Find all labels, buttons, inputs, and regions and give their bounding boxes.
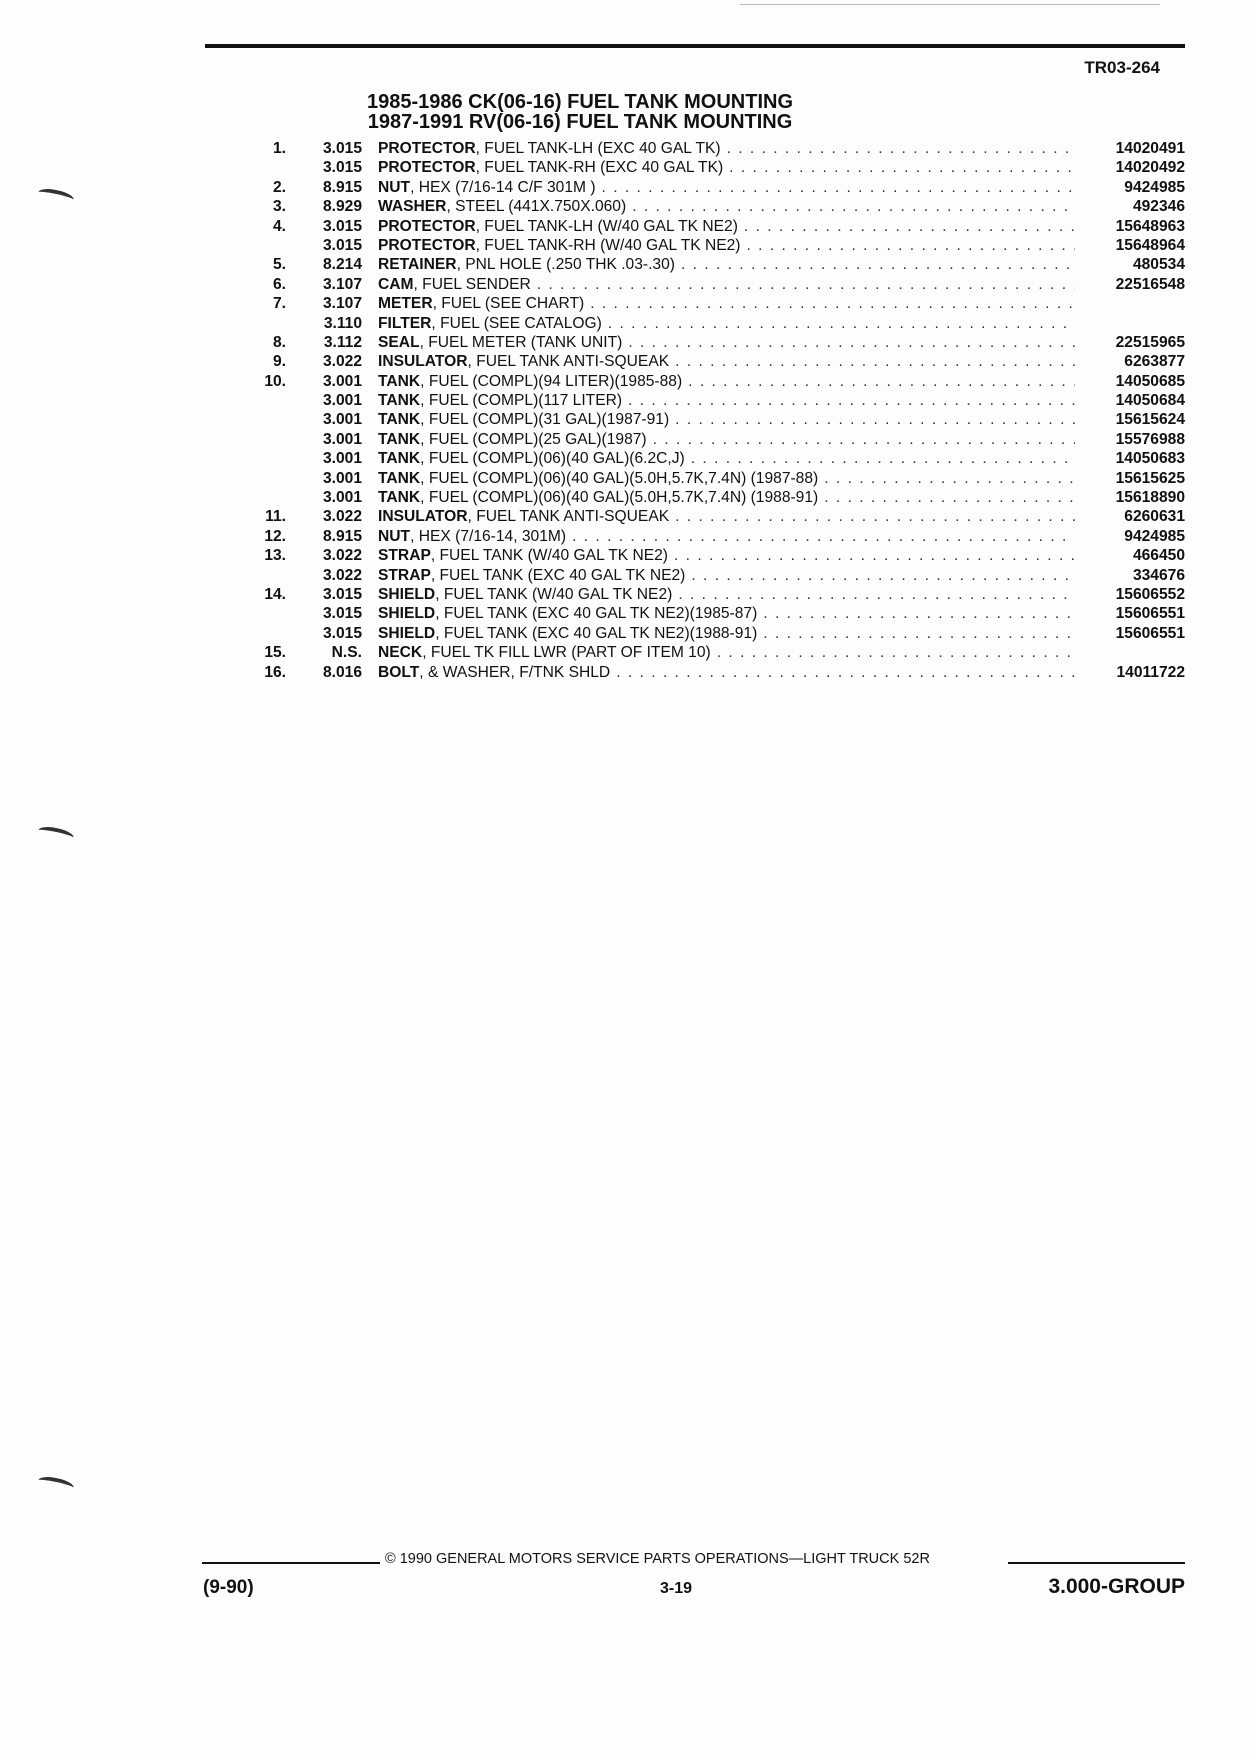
item-number: 6. [272, 275, 286, 293]
revision-date: (9-90) [203, 1577, 254, 1598]
part-detail: , FUEL TANK ANTI-SQUEAK [467, 353, 670, 371]
item-number [200, 314, 286, 333]
part-detail: , FUEL (COMPL)(06)(40 GAL)(5.0H,5.7K,7.4N) (1987-88) [420, 469, 819, 487]
part-number [1075, 294, 1185, 313]
part-number: 14050683 [1115, 450, 1185, 468]
part-description [378, 507, 1075, 526]
group-number: 3.001 [322, 430, 362, 448]
title-line-1: 1985-1986 CK(06-16) FUEL TANK MOUNTING [366, 91, 794, 113]
dot-leader [632, 197, 1075, 216]
part-description [378, 449, 1075, 468]
part-description [378, 469, 1075, 488]
part-noun: CAM [378, 275, 414, 293]
parts-row [200, 604, 1185, 623]
part-description [378, 236, 1075, 255]
part-description [378, 488, 1075, 507]
part-detail: , FUEL TANK-RH (W/40 GAL TK NE2) [475, 236, 741, 254]
part-description [378, 372, 1075, 391]
item-number: 11. [265, 508, 286, 526]
part-number: 14050685 [1115, 372, 1185, 390]
part-noun: TANK [378, 489, 421, 507]
item-number: 10. [264, 372, 286, 390]
part-description [378, 197, 1075, 216]
part-number: 22515965 [1115, 333, 1185, 351]
parts-row [200, 624, 1185, 643]
group-code: 3.000-GROUP [1048, 1575, 1185, 1598]
part-detail: , FUEL (SEE CATALOG) [431, 314, 602, 332]
part-description [378, 410, 1075, 429]
dot-leader [681, 255, 1075, 274]
group-number: 3.107 [322, 295, 362, 313]
parts-row [200, 352, 1185, 371]
dot-leader [572, 527, 1075, 546]
part-number: 466450 [1132, 547, 1185, 565]
group-number: 3.015 [322, 236, 362, 254]
parts-list [200, 139, 1185, 682]
item-number: 13. [264, 547, 286, 565]
part-description [378, 585, 1075, 604]
group-number: 3.015 [322, 605, 362, 623]
item-number: 3. [272, 198, 286, 216]
parts-row [200, 178, 1185, 197]
part-noun: TANK [378, 430, 421, 448]
part-detail: , FUEL (COMPL)(25 GAL)(1987) [420, 430, 647, 448]
group-number: 3.001 [322, 411, 362, 429]
part-description [378, 158, 1075, 177]
parts-row [200, 217, 1185, 236]
dot-leader [602, 178, 1075, 197]
part-number: 14011722 [1116, 663, 1185, 681]
part-noun: SEAL [378, 333, 420, 351]
part-noun: PROTECTOR [378, 217, 476, 235]
part-noun: NUT [378, 527, 411, 545]
item-number [200, 158, 286, 177]
item-number: 4. [272, 217, 286, 235]
part-detail: , FUEL TANK-RH (EXC 40 GAL TK) [475, 159, 724, 177]
part-noun: TANK [378, 411, 421, 429]
group-number: 3.022 [322, 547, 362, 565]
item-number: 5. [272, 256, 286, 274]
dot-leader [616, 663, 1075, 682]
part-number: 9424985 [1124, 178, 1185, 196]
part-noun: WASHER [378, 198, 447, 216]
item-number [200, 566, 286, 585]
item-number [200, 449, 286, 468]
part-detail: , HEX (7/16-14, 301M) [410, 527, 567, 545]
part-number: 15618890 [1115, 489, 1185, 507]
part-description [378, 352, 1075, 371]
dot-leader [763, 604, 1075, 623]
part-noun: TANK [378, 372, 421, 390]
part-number [1075, 314, 1185, 333]
part-detail: , FUEL (SEE CHART) [432, 295, 585, 313]
part-number: 14020492 [1115, 159, 1185, 177]
part-noun: SHIELD [378, 585, 436, 603]
part-description [378, 294, 1075, 313]
item-number: 12. [264, 527, 286, 545]
part-noun: RETAINER [378, 256, 457, 274]
dot-leader [691, 566, 1075, 585]
group-number: 3.001 [322, 372, 362, 390]
part-description [378, 643, 1075, 662]
item-number [200, 236, 286, 255]
dot-leader [824, 469, 1075, 488]
dot-leader [763, 624, 1075, 643]
dot-leader [688, 372, 1075, 391]
dot-leader [824, 488, 1075, 507]
parts-row [200, 391, 1185, 410]
group-number: 8.915 [322, 527, 362, 545]
parts-row [200, 372, 1185, 391]
parts-row [200, 469, 1185, 488]
group-number: N.S. [331, 644, 362, 662]
page-title [300, 92, 860, 132]
part-number: 14020491 [1115, 140, 1185, 157]
part-detail: , FUEL METER (TANK UNIT) [419, 333, 623, 351]
parts-row [200, 643, 1185, 662]
part-noun: BOLT [378, 663, 420, 681]
part-noun: TANK [378, 469, 421, 487]
part-detail: , FUEL TANK (W/40 GAL TK NE2) [430, 547, 669, 565]
part-detail: , FUEL TANK-LH (EXC 40 GAL TK) [475, 140, 721, 157]
dot-leader [675, 410, 1075, 429]
dot-leader [675, 507, 1075, 526]
dot-leader [727, 139, 1075, 158]
part-number [1075, 643, 1185, 662]
group-number: 3.112 [323, 333, 362, 351]
part-noun: TANK [378, 392, 421, 410]
part-description [378, 178, 1075, 197]
parts-row [200, 507, 1185, 526]
document-id: TR03-264 [1084, 58, 1160, 77]
dot-leader [717, 643, 1075, 662]
part-detail: , & WASHER, F/TNK SHLD [419, 663, 611, 681]
part-number: 15606551 [1115, 605, 1185, 623]
dot-leader [537, 275, 1075, 294]
group-number: 8.929 [322, 198, 362, 216]
part-description [378, 566, 1075, 585]
parts-row [200, 663, 1185, 682]
item-number: 2. [272, 178, 286, 196]
part-number: 15576988 [1115, 430, 1185, 448]
dot-leader [628, 333, 1075, 352]
part-description [378, 314, 1075, 333]
group-number: 3.015 [322, 624, 362, 642]
binder-mark-2 [37, 824, 75, 843]
item-number [200, 410, 286, 429]
item-number [200, 624, 286, 643]
group-number: 3.015 [322, 140, 362, 157]
part-number: 22516548 [1115, 275, 1185, 293]
part-noun: SHIELD [378, 624, 436, 642]
item-number [200, 430, 286, 449]
part-number: 14050684 [1115, 392, 1185, 410]
part-noun: TANK [378, 450, 421, 468]
item-number [200, 604, 286, 623]
dot-leader [678, 585, 1075, 604]
binder-mark-3 [37, 1474, 75, 1493]
part-noun: METER [378, 295, 433, 313]
group-number: 3.001 [322, 450, 362, 468]
part-detail: , FUEL TANK (EXC 40 GAL TK NE2)(1988-91) [435, 624, 758, 642]
part-description [378, 217, 1075, 236]
part-noun: PROTECTOR [378, 236, 476, 254]
part-detail: , FUEL (COMPL)(06)(40 GAL)(6.2C,J) [420, 450, 685, 468]
group-number: 3.107 [322, 275, 362, 293]
parts-row [200, 139, 1185, 158]
part-detail: , FUEL (COMPL)(117 LITER) [420, 392, 623, 410]
item-number [200, 488, 286, 507]
item-number [200, 391, 286, 410]
part-number: 15606552 [1115, 585, 1185, 603]
dot-leader [729, 158, 1075, 177]
part-number: 9424985 [1124, 527, 1185, 545]
part-noun: PROTECTOR [378, 159, 476, 177]
group-number: 3.022 [322, 508, 362, 526]
part-description [378, 624, 1075, 643]
group-number: 3.015 [322, 585, 362, 603]
footer-rule-right [1008, 1562, 1185, 1564]
part-description [378, 275, 1075, 294]
group-number: 3.015 [322, 159, 362, 177]
part-description [378, 255, 1075, 274]
dot-leader [674, 546, 1075, 565]
part-detail: , FUEL TANK (EXC 40 GAL TK NE2) [430, 566, 686, 584]
item-number: 7. [272, 295, 286, 313]
part-number: 6260631 [1124, 508, 1185, 526]
part-number: 15648964 [1115, 236, 1185, 254]
part-detail: , FUEL TK FILL LWR (PART OF ITEM 10) [422, 644, 711, 662]
parts-row [200, 275, 1185, 294]
binder-mark-1 [37, 186, 75, 205]
item-number: 14. [264, 585, 286, 603]
page-number: 3-19 [660, 1580, 693, 1597]
group-number: 3.022 [322, 566, 362, 584]
part-detail: , FUEL TANK-LH (W/40 GAL TK NE2) [475, 217, 738, 235]
group-number: 3.001 [322, 489, 362, 507]
title-line-2: 1987-1991 RV(06-16) FUEL TANK MOUNTING [367, 111, 793, 133]
dot-leader [653, 430, 1075, 449]
top-faint-rule [740, 4, 1160, 5]
part-noun: PROTECTOR [378, 140, 476, 157]
part-number: 15648963 [1115, 217, 1185, 235]
parts-row [200, 449, 1185, 468]
group-number: 8.016 [322, 663, 362, 681]
parts-row [200, 294, 1185, 313]
group-number: 3.022 [322, 353, 362, 371]
part-description [378, 604, 1075, 623]
part-description [378, 430, 1075, 449]
parts-row [200, 527, 1185, 546]
group-number: 3.015 [322, 217, 362, 235]
part-number: 480534 [1132, 256, 1185, 274]
part-detail: , FUEL (COMPL)(06)(40 GAL)(5.0H,5.7K,7.4N) (1988-91) [420, 489, 819, 507]
part-detail: , FUEL TANK (EXC 40 GAL TK NE2)(1985-87) [435, 605, 758, 623]
group-number: 8.915 [322, 178, 362, 196]
parts-row [200, 333, 1185, 352]
item-number: 15. [264, 644, 286, 662]
copyright-notice: © 1990 GENERAL MOTORS SERVICE PARTS OPERATIONS—LIGHT TRUCK 52R [385, 1551, 930, 1567]
part-detail: , FUEL TANK ANTI-SQUEAK [467, 508, 670, 526]
dot-leader [628, 391, 1075, 410]
dot-leader [675, 352, 1075, 371]
dot-leader [608, 314, 1075, 333]
top-rule [205, 44, 1185, 48]
part-description [378, 139, 1075, 158]
parts-row [200, 410, 1185, 429]
parts-row [200, 197, 1185, 216]
part-number: 15606551 [1115, 624, 1185, 642]
part-noun: INSULATOR [378, 353, 468, 371]
part-description [378, 546, 1075, 565]
part-noun: STRAP [378, 547, 431, 565]
group-number: 3.110 [323, 314, 362, 332]
part-noun: INSULATOR [378, 508, 468, 526]
item-number: 8. [272, 333, 286, 351]
parts-row [200, 236, 1185, 255]
group-number: 3.001 [322, 469, 362, 487]
part-description [378, 527, 1075, 546]
group-number: 3.001 [322, 392, 362, 410]
part-detail: , FUEL (COMPL)(94 LITER)(1985-88) [420, 372, 683, 390]
parts-row [200, 314, 1185, 333]
parts-row [200, 488, 1185, 507]
part-detail: , FUEL TANK (W/40 GAL TK NE2) [435, 585, 673, 603]
parts-row [200, 566, 1185, 585]
parts-row [200, 255, 1185, 274]
part-detail: , HEX (7/16-14 C/F 301M ) [410, 178, 596, 196]
part-detail: , PNL HOLE (.250 THK .03-.30) [456, 256, 675, 274]
parts-row [200, 546, 1185, 565]
parts-row [200, 430, 1185, 449]
dot-leader [744, 217, 1075, 236]
dot-leader [691, 449, 1075, 468]
item-number [200, 469, 286, 488]
part-description [378, 391, 1075, 410]
parts-row [200, 585, 1185, 604]
part-number: 15615624 [1115, 411, 1185, 429]
part-noun: SHIELD [378, 605, 436, 623]
group-number: 8.214 [322, 256, 362, 274]
dot-leader [590, 294, 1075, 313]
part-description [378, 663, 1075, 682]
part-number: 6263877 [1124, 353, 1185, 371]
item-number: 1. [272, 140, 286, 157]
item-number: 16. [264, 663, 286, 681]
part-detail: , FUEL (COMPL)(31 GAL)(1987-91) [420, 411, 670, 429]
parts-row [200, 158, 1185, 177]
part-detail: , STEEL (441X.750X.060) [446, 198, 627, 216]
part-noun: STRAP [378, 566, 431, 584]
part-description [378, 333, 1075, 352]
dot-leader [746, 236, 1075, 255]
part-noun: FILTER [378, 314, 432, 332]
item-number: 9. [272, 353, 286, 371]
part-detail: , FUEL SENDER [413, 275, 531, 293]
part-number: 15615625 [1115, 469, 1185, 487]
part-noun: NECK [378, 644, 423, 662]
part-noun: NUT [378, 178, 411, 196]
part-number: 334676 [1132, 566, 1185, 584]
part-number: 492346 [1132, 198, 1185, 216]
footer-rule-left [202, 1562, 380, 1564]
